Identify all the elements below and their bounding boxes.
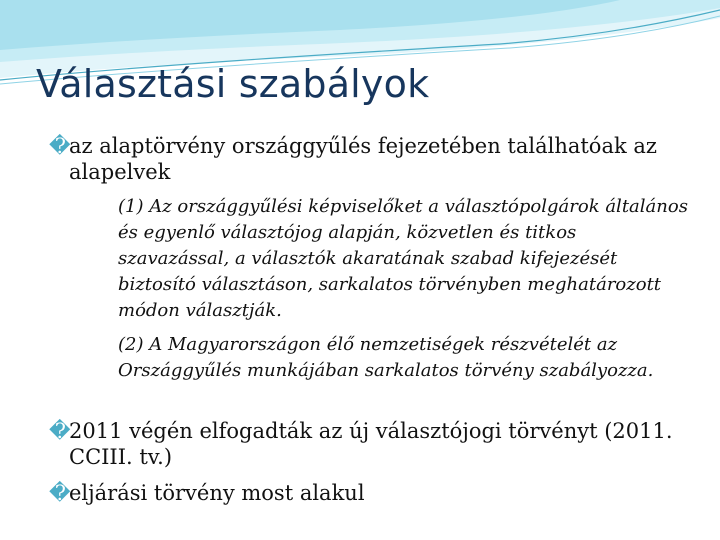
- bullet-item: [49, 480, 719, 506]
- slide-title: Választási szabályok: [36, 62, 430, 106]
- bullet-text: az alaptörvény országgyűlés fejezetében találhatóak az alapelvek: [69, 134, 657, 184]
- bullet-marker-icon: �: [49, 481, 71, 505]
- bullet-text: 2011 végén elfogadták az új választójogi törvényt (2011. CCIII. tv.): [69, 419, 673, 469]
- sub-item: (2) A Magyarországon élő nemzetiségek részvételét az Országgyűlés munkájában sarkalatos törvény szabályozza.: [118, 334, 654, 381]
- bullet-marker-icon: �: [49, 134, 71, 158]
- bullet-item: [49, 133, 719, 185]
- bullet-item: [49, 418, 719, 470]
- bullet-marker-icon: �: [49, 419, 71, 443]
- bullet-text: eljárási törvény most alakul: [69, 481, 365, 505]
- sub-item: (1) Az országgyűlési képviselőket a választópolgárok általános és egyenlő választójog alapján, közvetlen és titkos szavazással, a választók akaratának szabad kifejezését biztosító választáson, sarkalatos törvényben meghatározott módon választják.: [118, 196, 688, 321]
